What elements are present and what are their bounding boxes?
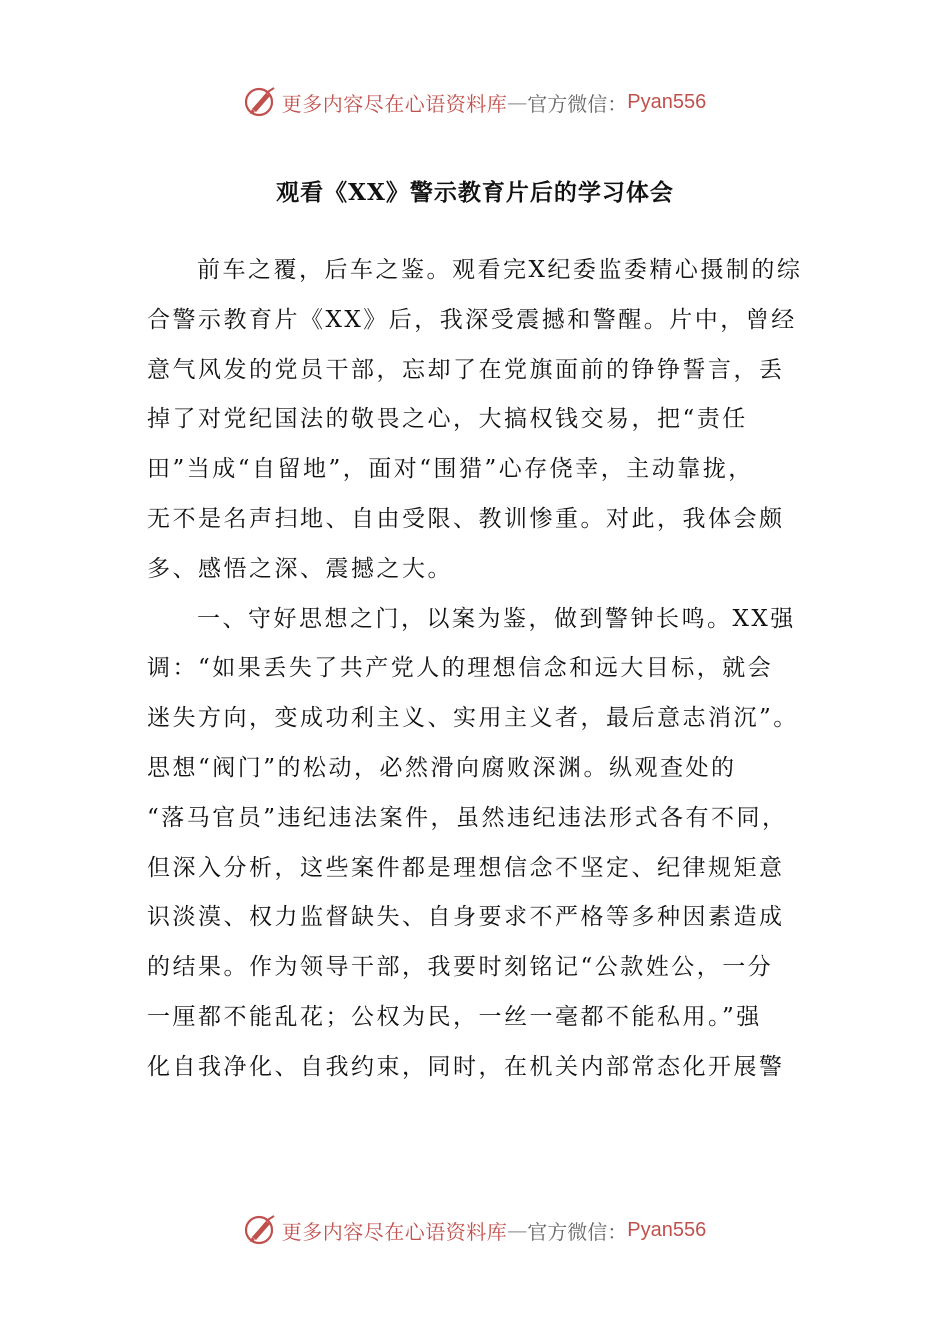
body-line: 意气风发的党员干部，忘却了在党旗面前的铮铮誓言，丢 <box>147 356 785 383</box>
body-line: 化自我净化、自我约束，同时，在机关内部常态化开展警 <box>147 1053 785 1080</box>
body-line: 思想“阀门”的松动，必然滑向腐败深渊。纵观查处的 <box>147 754 737 781</box>
body-line: 田”当成“自留地”，面对“围猎”心存侥幸，主动靠拢， <box>147 456 754 483</box>
body-line: 但深入分析，这些案件都是理想信念不坚定、纪律规矩意 <box>147 854 785 881</box>
pen-circle-logo-icon <box>244 1213 278 1247</box>
pen-circle-logo-icon <box>244 85 278 119</box>
banner-wechat-id: Pyan556 <box>627 90 707 113</box>
body-line: 调：“如果丢失了共产党人的理想信念和远大目标，就会 <box>147 655 774 682</box>
banner-brand-text: 更多内容尽在心语资料库 <box>281 91 508 116</box>
body-line: 的结果。作为领导干部，我要时刻铭记“公款姓公，一分 <box>147 954 774 981</box>
footer-brand-text: 更多内容尽在心语资料库 <box>281 1219 508 1244</box>
document-body <box>147 246 807 1093</box>
footer-wechat-id: Pyan556 <box>627 1218 707 1241</box>
footer-banner <box>0 1208 950 1252</box>
body-line: 多、感悟之深、震撼之大。 <box>147 555 453 582</box>
body-line: “落马官员”违纪违法案件，虽然违纪违法形式各有不同， <box>147 804 788 831</box>
footer-wechat-label: 官方微信： <box>527 1219 628 1244</box>
body-line: 一、守好思想之门，以案为鉴，做到警钟长鸣。XX强 <box>197 605 796 632</box>
body-line: 识淡漠、权力监督缺失、自身要求不严格等多种因素造成 <box>147 904 785 931</box>
banner-separator: — <box>507 90 528 114</box>
header-banner <box>0 80 950 124</box>
body-line: 合警示教育片《XX》后，我深受震撼和警醒。片中，曾经 <box>147 306 797 333</box>
body-line: 一厘都不能乱花；公权为民，一丝一毫都不能私用。”强 <box>147 1003 762 1030</box>
body-line: 无不是名声扫地、自由受限、教训惨重。对此，我体会颇 <box>147 505 785 532</box>
footer-separator: — <box>507 1218 528 1242</box>
body-line: 迷失方向，变成功利主义、实用主义者，最后意志消沉”。 <box>147 705 799 732</box>
body-line: 掉了对党纪国法的敬畏之心，大搞权钱交易，把“责任 <box>147 406 748 433</box>
body-line: 前车之覆，后车之鉴。观看完X纪委监委精心摄制的综 <box>197 257 803 283</box>
banner-wechat-label: 官方微信： <box>527 91 628 116</box>
document-title: 观看《XX》警示教育片后的学习体会 <box>276 179 674 206</box>
